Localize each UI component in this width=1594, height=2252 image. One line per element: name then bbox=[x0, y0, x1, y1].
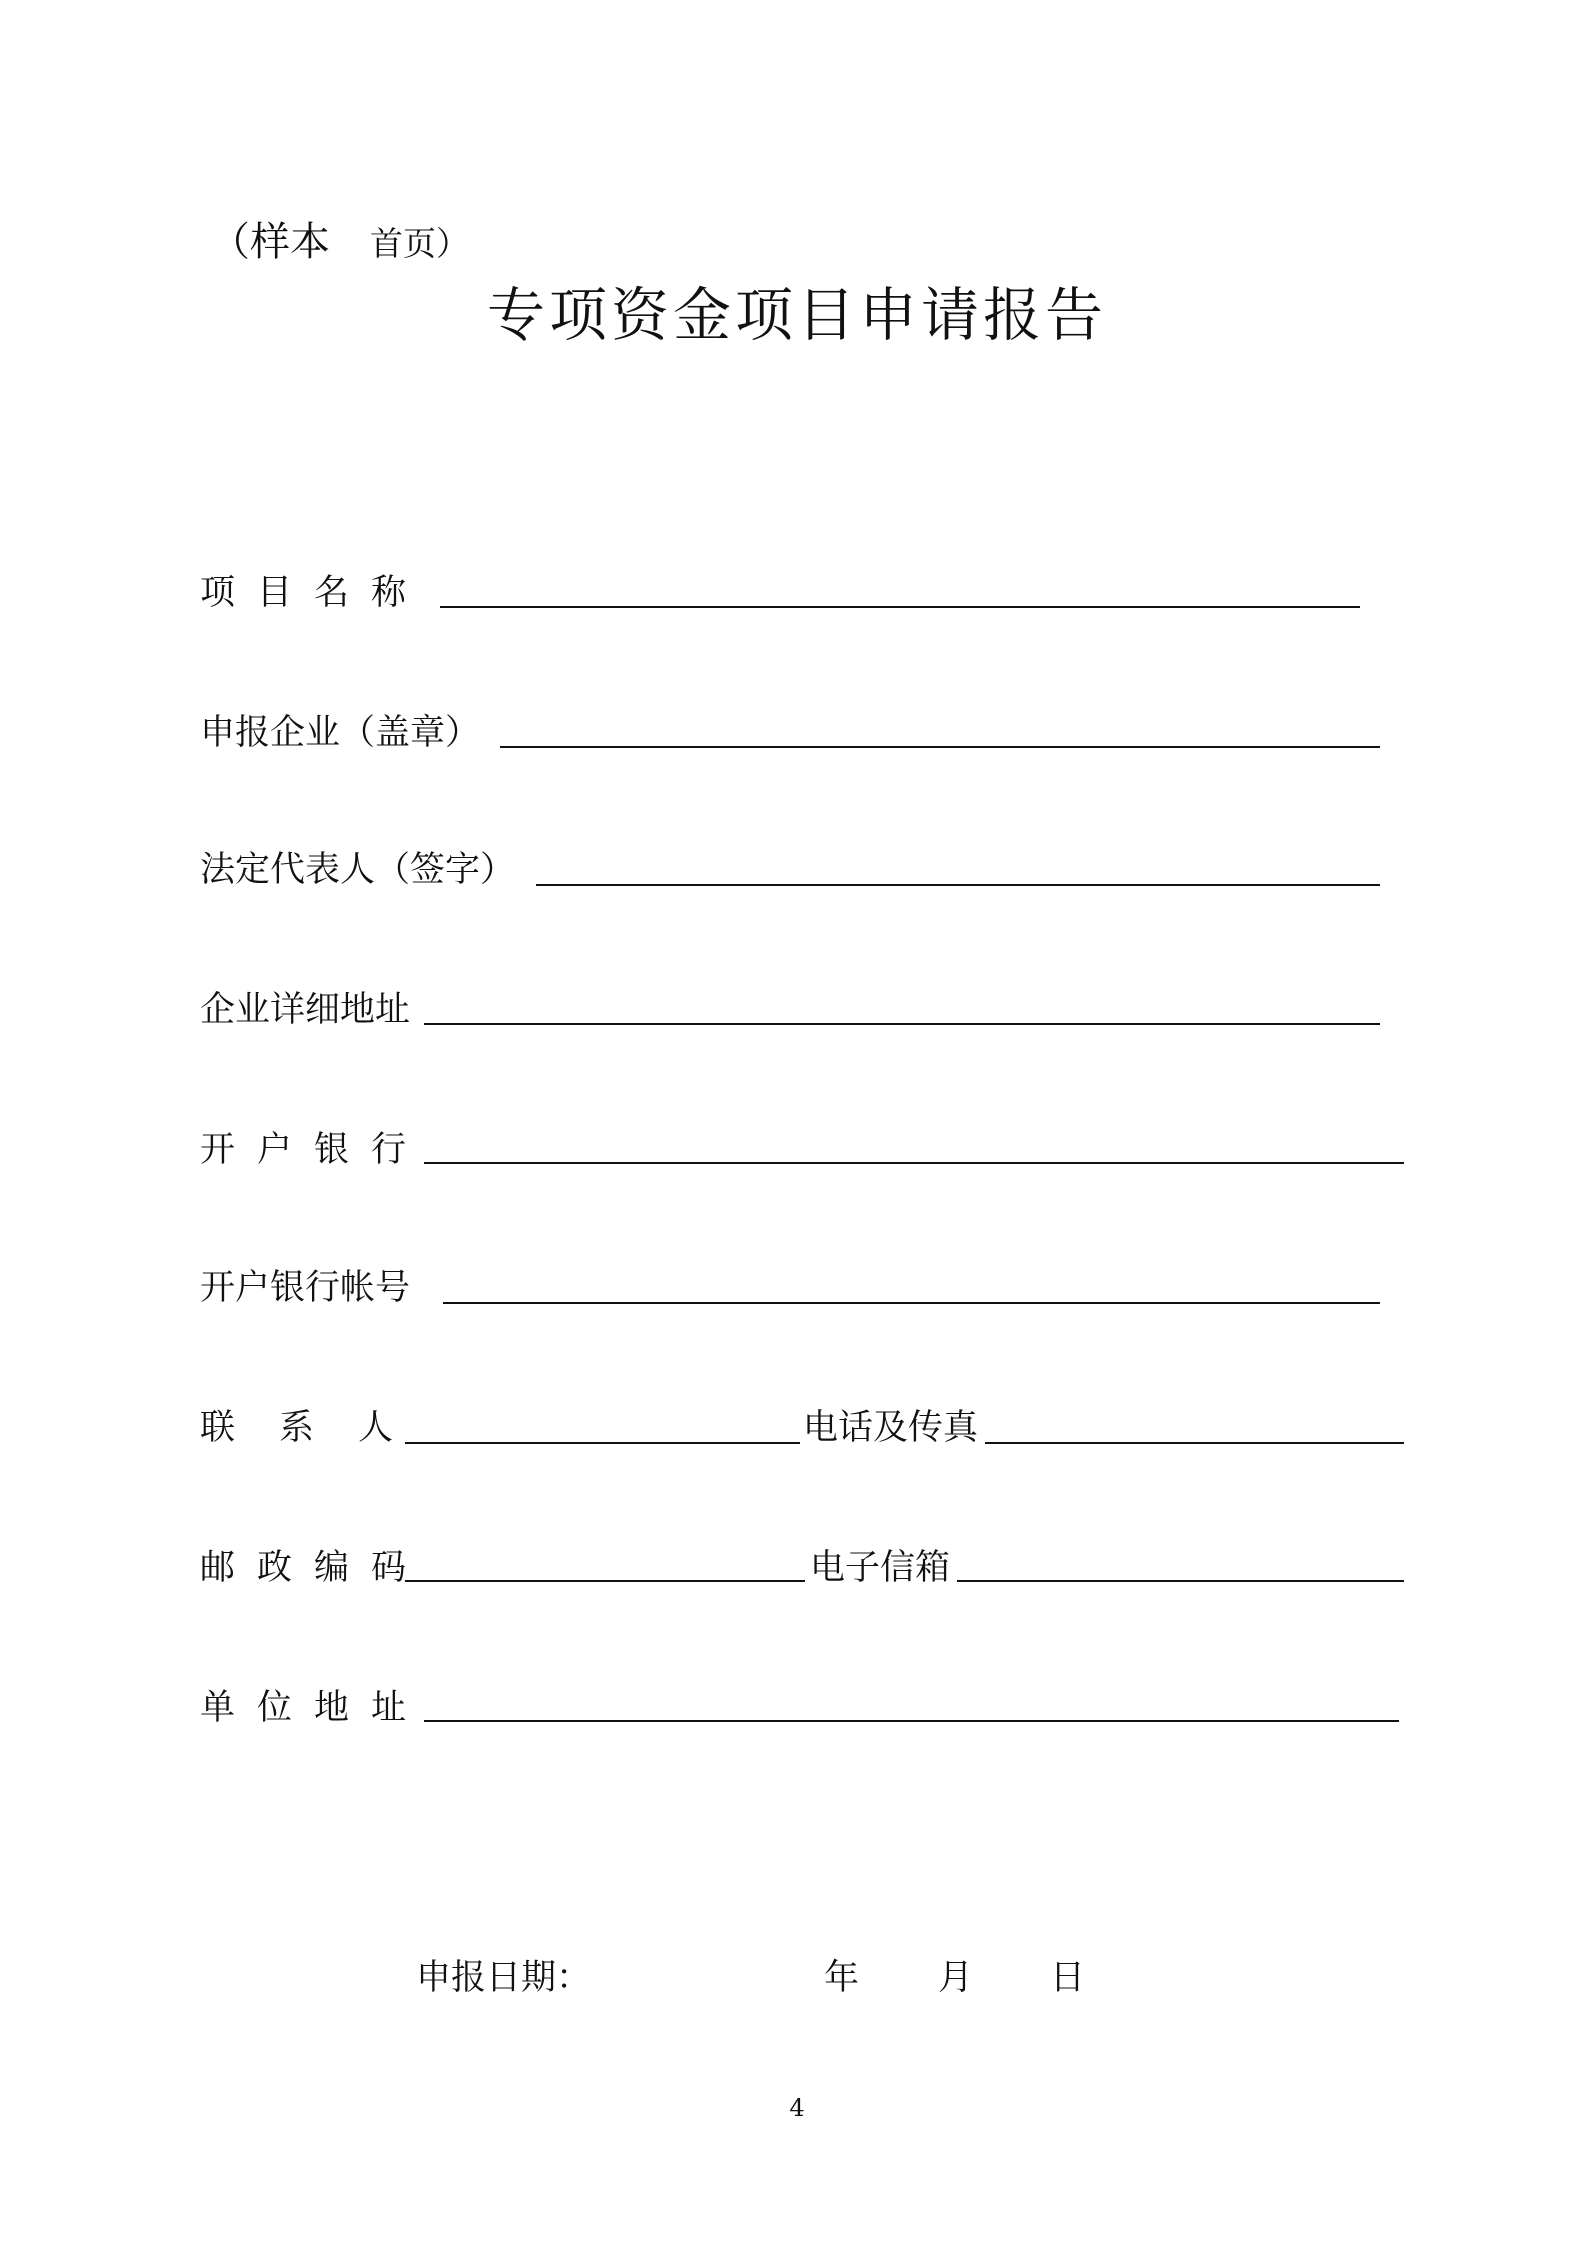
email-line[interactable] bbox=[957, 1580, 1404, 1582]
page-number: 4 bbox=[789, 2094, 805, 2122]
unit-address-line[interactable] bbox=[424, 1720, 1399, 1722]
date-year: 年 bbox=[824, 1958, 860, 1998]
sample-note bbox=[210, 210, 469, 267]
bank-account-line[interactable] bbox=[443, 1302, 1380, 1304]
contact-line[interactable] bbox=[405, 1442, 800, 1444]
sample-sub-label: 首页） bbox=[370, 224, 469, 263]
bank-label: 开户银行 bbox=[200, 1130, 429, 1170]
company-address-line[interactable] bbox=[424, 1023, 1380, 1025]
phone-fax-label: 电话及传真 bbox=[803, 1408, 979, 1448]
company-address-label: 企业详细地址 bbox=[200, 990, 411, 1030]
applicant-company-label: 申报企业（盖章） bbox=[200, 713, 481, 753]
legal-rep-line[interactable] bbox=[536, 884, 1380, 886]
project-name-label: 项目名称 bbox=[200, 573, 429, 613]
date-month: 月 bbox=[938, 1958, 974, 1998]
postcode-label: 邮政编码 bbox=[200, 1548, 429, 1588]
date-label: 申报日期： bbox=[416, 1958, 592, 1998]
legal-rep-label: 法定代表人（签字） bbox=[200, 850, 516, 890]
applicant-company-line[interactable] bbox=[500, 746, 1380, 748]
sample-label: （样本 bbox=[210, 219, 330, 265]
document-title: 专项资金项目申请报告 bbox=[486, 281, 1107, 349]
postcode-line[interactable] bbox=[405, 1580, 805, 1582]
phone-fax-line[interactable] bbox=[985, 1442, 1404, 1444]
date-day: 日 bbox=[1050, 1958, 1086, 1998]
bank-line[interactable] bbox=[424, 1162, 1404, 1164]
email-label: 电子信箱 bbox=[810, 1548, 951, 1588]
project-name-line[interactable] bbox=[440, 606, 1360, 608]
bank-account-label: 开户银行帐号 bbox=[200, 1268, 411, 1308]
contact-label: 联系人 bbox=[200, 1408, 438, 1448]
unit-address-label: 单位地址 bbox=[200, 1688, 429, 1728]
